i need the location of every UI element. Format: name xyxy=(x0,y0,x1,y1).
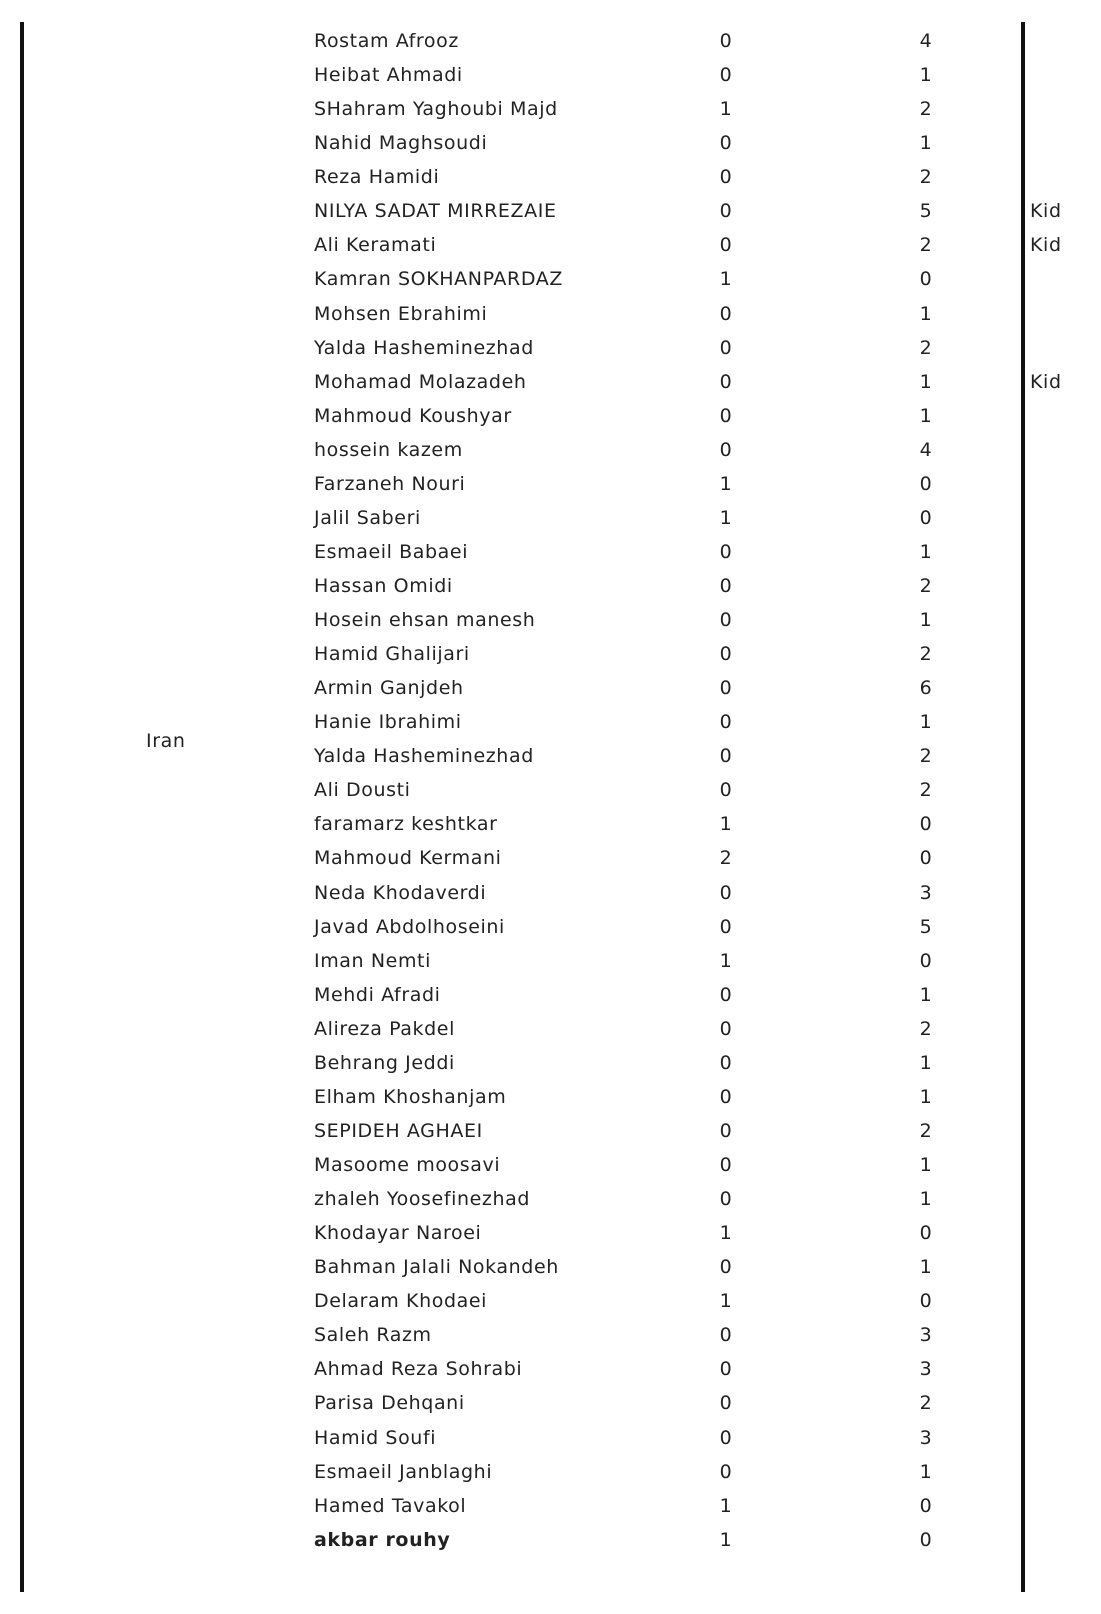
name-cell: Kamran SOKHANPARDAZ xyxy=(314,268,563,291)
count-cell-2: 1 xyxy=(919,609,933,631)
country-cell: Iran xyxy=(146,730,186,752)
table-row xyxy=(0,467,1101,501)
name-cell: Hamed Tavakol xyxy=(314,1494,467,1517)
table-row xyxy=(0,331,1101,365)
count-cell-1: 1 xyxy=(719,506,733,529)
count-cell-2: 1 xyxy=(919,1188,933,1210)
table-row xyxy=(0,501,1101,535)
count-cell-1: 0 xyxy=(719,370,733,393)
count-cell-2: 3 xyxy=(919,1358,933,1381)
count-cell-1: 0 xyxy=(719,1392,733,1415)
count-cell-2: 2 xyxy=(919,98,933,121)
count-cell-2: 2 xyxy=(919,575,933,597)
count-cell-2: 2 xyxy=(919,745,933,768)
table-row xyxy=(0,126,1101,160)
count-cell-2: 1 xyxy=(919,1154,933,1176)
table-row xyxy=(0,603,1101,637)
count-cell-2: 2 xyxy=(919,643,933,666)
table-row xyxy=(0,1216,1101,1250)
name-cell: Bahman Jalali Nokandeh xyxy=(314,1256,559,1279)
count-cell-1: 0 xyxy=(719,745,733,768)
table-row xyxy=(0,24,1101,58)
table-row xyxy=(0,841,1101,875)
count-cell-1: 0 xyxy=(719,1154,733,1176)
count-cell-1: 0 xyxy=(719,1051,733,1074)
name-cell: Behrang Jeddi xyxy=(314,1051,455,1074)
table-row xyxy=(0,194,1101,228)
count-cell-2: 0 xyxy=(919,1290,933,1313)
count-cell-1: 0 xyxy=(719,336,733,359)
table-row xyxy=(0,433,1101,467)
count-cell-1: 0 xyxy=(719,983,733,1006)
table-row xyxy=(0,978,1101,1012)
count-cell-1: 1 xyxy=(719,472,733,495)
count-cell-2: 3 xyxy=(919,1324,933,1347)
count-cell-1: 0 xyxy=(719,643,733,666)
note-cell: Kid xyxy=(1030,234,1062,257)
count-cell-2: 1 xyxy=(919,132,933,155)
count-cell-1: 0 xyxy=(719,609,733,631)
count-cell-2: 1 xyxy=(919,1256,933,1279)
name-cell: Javad Abdolhoseini xyxy=(314,915,505,938)
count-cell-2: 1 xyxy=(919,1460,933,1483)
table-row xyxy=(0,535,1101,569)
name-cell: Hamid Ghalijari xyxy=(314,643,470,666)
count-cell-1: 1 xyxy=(719,268,733,291)
count-cell-2: 0 xyxy=(919,949,933,972)
count-cell-1: 0 xyxy=(719,234,733,257)
count-cell-1: 0 xyxy=(719,540,733,563)
table-row xyxy=(0,1250,1101,1284)
count-cell-1: 0 xyxy=(719,575,733,597)
name-cell: Hassan Omidi xyxy=(314,575,453,597)
count-cell-2: 2 xyxy=(919,1392,933,1415)
name-cell: Delaram Khodaei xyxy=(314,1290,488,1313)
table-row xyxy=(0,705,1101,739)
name-cell: Heibat Ahmadi xyxy=(314,64,463,87)
name-cell: Hanie Ibrahimi xyxy=(314,711,462,734)
name-cell: Elham Khoshanjam xyxy=(314,1085,507,1108)
count-cell-1: 1 xyxy=(719,1222,733,1245)
name-cell: Khodayar Naroei xyxy=(314,1222,482,1245)
table-row xyxy=(0,1046,1101,1080)
count-cell-1: 1 xyxy=(719,98,733,121)
count-cell-1: 1 xyxy=(719,1290,733,1313)
name-cell: Mehdi Afradi xyxy=(314,983,441,1006)
count-cell-1: 1 xyxy=(719,813,733,836)
name-cell: Jalil Saberi xyxy=(314,506,421,529)
count-cell-1: 0 xyxy=(719,1426,733,1449)
name-cell: Yalda Hasheminezhad xyxy=(314,745,534,768)
table-row xyxy=(0,262,1101,296)
name-cell: Nahid Maghsoudi xyxy=(314,132,488,155)
table-row xyxy=(0,228,1101,262)
count-cell-1: 0 xyxy=(719,1085,733,1108)
count-cell-2: 1 xyxy=(919,302,933,325)
name-cell: akbar rouhy xyxy=(314,1528,451,1551)
count-cell-2: 1 xyxy=(919,1085,933,1108)
count-cell-2: 3 xyxy=(919,881,933,904)
table-row xyxy=(0,1318,1101,1352)
count-cell-2: 0 xyxy=(919,506,933,529)
name-cell: Iman Nemti xyxy=(314,949,431,972)
count-cell-1: 0 xyxy=(719,166,733,189)
count-cell-1: 0 xyxy=(719,64,733,87)
table-row xyxy=(0,365,1101,399)
count-cell-2: 0 xyxy=(919,1222,933,1245)
count-cell-2: 1 xyxy=(919,983,933,1006)
count-cell-2: 2 xyxy=(919,1119,933,1142)
table-row xyxy=(0,944,1101,978)
table-row xyxy=(0,773,1101,807)
name-cell: Armin Ganjdeh xyxy=(314,677,464,700)
count-cell-1: 0 xyxy=(719,677,733,700)
table-row xyxy=(0,1455,1101,1489)
table-row xyxy=(0,1421,1101,1455)
count-cell-1: 0 xyxy=(719,200,733,223)
count-cell-1: 0 xyxy=(719,915,733,938)
count-cell-2: 0 xyxy=(919,813,933,836)
table-row xyxy=(0,910,1101,944)
table-row xyxy=(0,58,1101,92)
count-cell-2: 6 xyxy=(919,677,933,700)
count-cell-2: 1 xyxy=(919,64,933,87)
table-row xyxy=(0,160,1101,194)
count-cell-2: 1 xyxy=(919,711,933,734)
name-cell: hossein kazem xyxy=(314,438,463,461)
count-cell-1: 2 xyxy=(719,847,733,870)
table-row xyxy=(0,1148,1101,1182)
table-row xyxy=(0,1182,1101,1216)
count-cell-2: 2 xyxy=(919,779,933,802)
name-cell: Ali Dousti xyxy=(314,779,411,802)
count-cell-1: 0 xyxy=(719,438,733,461)
count-cell-2: 0 xyxy=(919,1528,933,1551)
note-cell: Kid xyxy=(1030,200,1062,223)
name-cell: Mahmoud Koushyar xyxy=(314,404,512,427)
name-cell: Yalda Hasheminezhad xyxy=(314,336,534,359)
count-cell-1: 0 xyxy=(719,1119,733,1142)
name-cell: SEPIDEH AGHAEI xyxy=(314,1119,483,1142)
name-cell: Parisa Dehqani xyxy=(314,1392,465,1415)
name-cell: Saleh Razm xyxy=(314,1324,432,1347)
table-row xyxy=(0,1489,1101,1523)
name-cell: Neda Khodaverdi xyxy=(314,881,487,904)
count-cell-1: 0 xyxy=(719,711,733,734)
name-cell: Alireza Pakdel xyxy=(314,1017,455,1040)
table-row xyxy=(0,1012,1101,1046)
name-cell: Masoome moosavi xyxy=(314,1154,501,1176)
count-cell-2: 2 xyxy=(919,336,933,359)
count-cell-1: 1 xyxy=(719,1528,733,1551)
name-cell: Reza Hamidi xyxy=(314,166,440,189)
count-cell-2: 0 xyxy=(919,268,933,291)
name-cell: Rostam Afrooz xyxy=(314,30,459,52)
count-cell-2: 0 xyxy=(919,472,933,495)
name-cell: zhaleh Yoosefinezhad xyxy=(314,1188,531,1210)
name-cell: Ali Keramati xyxy=(314,234,437,257)
table-row xyxy=(0,807,1101,841)
table-row xyxy=(0,1523,1101,1557)
name-cell: Hosein ehsan manesh xyxy=(314,609,536,631)
table-row xyxy=(0,637,1101,671)
count-cell-1: 0 xyxy=(719,302,733,325)
name-cell: Farzaneh Nouri xyxy=(314,472,466,495)
count-cell-1: 0 xyxy=(719,1460,733,1483)
note-cell: Kid xyxy=(1030,370,1062,393)
table-row xyxy=(0,1114,1101,1148)
count-cell-2: 2 xyxy=(919,234,933,257)
count-cell-1: 0 xyxy=(719,404,733,427)
count-cell-2: 2 xyxy=(919,1017,933,1040)
count-cell-1: 1 xyxy=(719,1494,733,1517)
table-row xyxy=(0,1080,1101,1114)
table-row xyxy=(0,876,1101,910)
count-cell-1: 0 xyxy=(719,1256,733,1279)
count-cell-2: 1 xyxy=(919,540,933,563)
name-cell: Hamid Soufi xyxy=(314,1426,437,1449)
count-cell-1: 0 xyxy=(719,1324,733,1347)
count-cell-2: 0 xyxy=(919,847,933,870)
name-cell: Ahmad Reza Sohrabi xyxy=(314,1358,523,1381)
name-cell: faramarz keshtkar xyxy=(314,813,498,836)
count-cell-2: 1 xyxy=(919,404,933,427)
table-row xyxy=(0,1284,1101,1318)
count-cell-2: 4 xyxy=(919,30,933,52)
table-row xyxy=(0,671,1101,705)
count-cell-1: 0 xyxy=(719,881,733,904)
name-cell: Mohamad Molazadeh xyxy=(314,370,527,393)
table-row xyxy=(0,1352,1101,1386)
count-cell-1: 0 xyxy=(719,1188,733,1210)
count-cell-1: 1 xyxy=(719,949,733,972)
name-cell: Mohsen Ebrahimi xyxy=(314,302,488,325)
count-cell-2: 5 xyxy=(919,200,933,223)
count-cell-2: 0 xyxy=(919,1494,933,1517)
table-row xyxy=(0,1386,1101,1420)
count-cell-2: 1 xyxy=(919,1051,933,1074)
name-cell: Mahmoud Kermani xyxy=(314,847,502,870)
table-row xyxy=(0,739,1101,773)
count-cell-2: 5 xyxy=(919,915,933,938)
count-cell-2: 3 xyxy=(919,1426,933,1449)
count-cell-1: 0 xyxy=(719,132,733,155)
name-cell: SHahram Yaghoubi Majd xyxy=(314,98,558,121)
name-cell: Esmaeil Janblaghi xyxy=(314,1460,493,1483)
table-row xyxy=(0,297,1101,331)
name-cell: Esmaeil Babaei xyxy=(314,540,469,563)
table-row xyxy=(0,399,1101,433)
count-cell-2: 1 xyxy=(919,370,933,393)
count-cell-2: 4 xyxy=(919,438,933,461)
count-cell-1: 0 xyxy=(719,30,733,52)
name-cell: NILYA SADAT MIRREZAIE xyxy=(314,200,557,223)
count-cell-1: 0 xyxy=(719,1358,733,1381)
table-row xyxy=(0,569,1101,603)
count-cell-1: 0 xyxy=(719,1017,733,1040)
table-row xyxy=(0,92,1101,126)
count-cell-2: 2 xyxy=(919,166,933,189)
count-cell-1: 0 xyxy=(719,779,733,802)
